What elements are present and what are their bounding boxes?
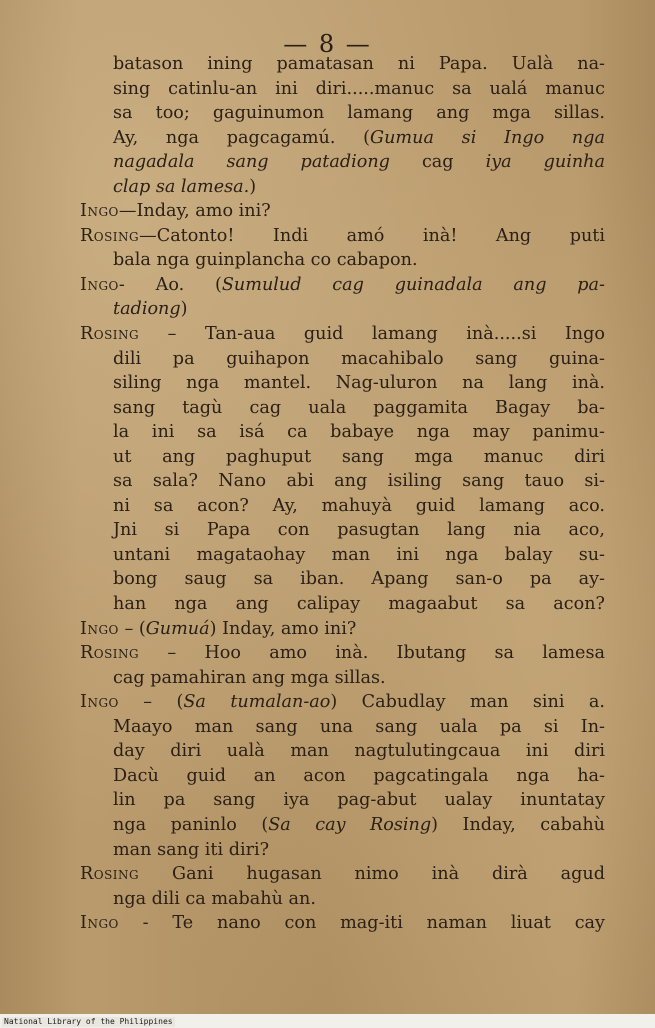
dialogue-text: n ining pamatasan ni Papa. Ualà na- <box>171 54 605 74</box>
dialogue-text: sang tagù cag uala paggamita Bagay ba- <box>113 397 605 418</box>
text-line <box>80 617 605 642</box>
dialogue-text: – ( <box>118 618 146 639</box>
stage-direction: Sa cay Rosing <box>268 814 432 835</box>
text-line <box>80 715 605 740</box>
dialogue-text: ) Cabudlay man sini a. <box>330 692 605 713</box>
dialogue-text: untani magataohay man ini nga balay su- <box>113 544 605 565</box>
dialogue-text: – Hoo amo inà. Ibutang sa lamesa <box>139 643 605 664</box>
text-line <box>80 567 605 592</box>
play-text-block <box>80 52 605 936</box>
text-line <box>80 175 605 200</box>
dialogue-text: ) <box>249 176 257 197</box>
dialogue-text: —Inday, amo ini? <box>118 201 271 222</box>
dialogue-text: dili pa guihapon macahibalo sang guina- <box>113 348 605 369</box>
dialogue-text: Maayo man sang una sang uala pa si In- <box>113 716 605 737</box>
text-line <box>80 788 605 813</box>
text-line <box>80 297 605 322</box>
stage-direction: tadiong <box>113 299 181 320</box>
text-line <box>80 273 605 298</box>
speaker-name: Ingo <box>80 274 119 295</box>
text-line <box>80 690 605 715</box>
dialogue-text: sing catinlu-an ini diri.....manuc sa ualá manuc <box>113 78 605 99</box>
text-line <box>80 592 605 617</box>
text-line <box>80 396 605 421</box>
text-line <box>80 739 605 764</box>
dialogue-text: - Ao. ( <box>118 274 222 295</box>
stage-direction: Gumuá <box>145 618 210 639</box>
dialogue-text: ) <box>180 299 188 320</box>
dialogue-text: siling nga mantel. Nag-uluron na lang inà. <box>113 373 605 394</box>
text-line <box>80 420 605 445</box>
speaker-name: Rosing <box>80 864 140 885</box>
dialogue-text: nga paninlo ( <box>113 814 269 835</box>
stage-direction: Sa tumalan-ao <box>183 692 331 713</box>
text-line <box>80 887 605 912</box>
stage-direction: iya guinha <box>485 152 605 173</box>
dialogue-text: bong saug sa iban. Apang san-o pa ay- <box>113 569 605 590</box>
text-line <box>80 641 605 666</box>
speaker-name: Rosing <box>80 643 140 664</box>
text-line <box>80 862 605 887</box>
dialogue-text: sa too; gaguinumon lamang ang mga sillas. <box>113 103 605 124</box>
speaker-name: Ingo <box>80 201 119 222</box>
text-line <box>80 52 605 77</box>
dialogue-text: ni sa acon? Ay, mahuyà guid lamang aco. <box>113 495 605 516</box>
stage-direction: clap sa lamesa. <box>113 176 250 197</box>
dialogue-text: man sang iti diri? <box>113 839 270 860</box>
text-line <box>80 347 605 372</box>
dialogue-text: cag <box>389 152 486 173</box>
text-line <box>80 126 605 151</box>
text-line <box>80 77 605 102</box>
text-line <box>80 543 605 568</box>
dialogue-text: lin pa sang iya pag-abut ualay inuntatay <box>113 790 605 811</box>
text-line <box>80 666 605 691</box>
dialogue-text: —Catonto! Indi amó inà! Ang puti <box>139 225 605 246</box>
dialogue-text: bala nga guinplancha co cabapon. <box>113 250 418 271</box>
text-line <box>80 518 605 543</box>
dialogue-text: day diri ualà man nagtulutingcaua ini diri <box>113 741 605 762</box>
stage-direction: Gumua si Ingo nga <box>370 127 605 148</box>
dialogue-text: Ay, nga pagcagamú. ( <box>113 127 371 148</box>
text-line <box>80 469 605 494</box>
dialogue-text: bataso <box>113 54 172 74</box>
dialogue-text: – Tan-aua guid lamang inà.....si Ingo <box>139 324 605 345</box>
page-number: — 8 — <box>283 30 372 58</box>
text-line <box>80 445 605 470</box>
dialogue-text: Jni si Papa con pasugtan lang nia aco, <box>113 520 605 541</box>
dialogue-text: cag pamahiran ang mga sillas. <box>113 667 386 688</box>
text-line <box>80 371 605 396</box>
dialogue-text: - Te nano con mag-iti naman liuat cay <box>118 913 605 934</box>
text-line <box>80 911 605 936</box>
speaker-name: Rosing <box>80 324 140 345</box>
text-line <box>80 150 605 175</box>
dialogue-text: nga dili ca mabahù an. <box>113 888 316 909</box>
speaker-name: Ingo <box>80 692 119 713</box>
library-footer: National Library of the Philippines <box>4 1017 173 1026</box>
stage-direction: nagadala sang patadiong <box>113 152 390 173</box>
text-line <box>80 813 605 838</box>
text-line <box>80 838 605 863</box>
dialogue-text: ) Inday, cabahù <box>431 814 605 835</box>
text-line <box>80 101 605 126</box>
dialogue-text: han nga ang calipay magaabut sa acon? <box>113 594 605 615</box>
text-line <box>80 322 605 347</box>
speaker-name: Ingo <box>80 618 119 639</box>
speaker-name: Rosing <box>80 225 140 246</box>
speaker-name: Ingo <box>80 913 119 934</box>
dialogue-text: la ini sa isá ca babaye nga may panimu- <box>113 422 605 443</box>
dialogue-text: ut ang paghuput sang mga manuc diri <box>113 446 605 467</box>
dialogue-text: Dacù guid an acon pagcatingala nga ha- <box>113 765 605 786</box>
text-line <box>80 248 605 273</box>
stage-direction: Sumulud cag guinadala ang pa- <box>221 274 605 295</box>
text-line <box>80 764 605 789</box>
dialogue-text: sa sala? Nano abi ang isiling sang tauo si- <box>113 471 605 492</box>
text-line <box>80 494 605 519</box>
dialogue-text: – ( <box>118 692 184 713</box>
dialogue-text: ) Inday, amo ini? <box>209 618 357 639</box>
dialogue-text: Gani hugasan nimo inà dirà agud <box>139 864 605 885</box>
text-line <box>80 224 605 249</box>
text-line <box>80 199 605 224</box>
